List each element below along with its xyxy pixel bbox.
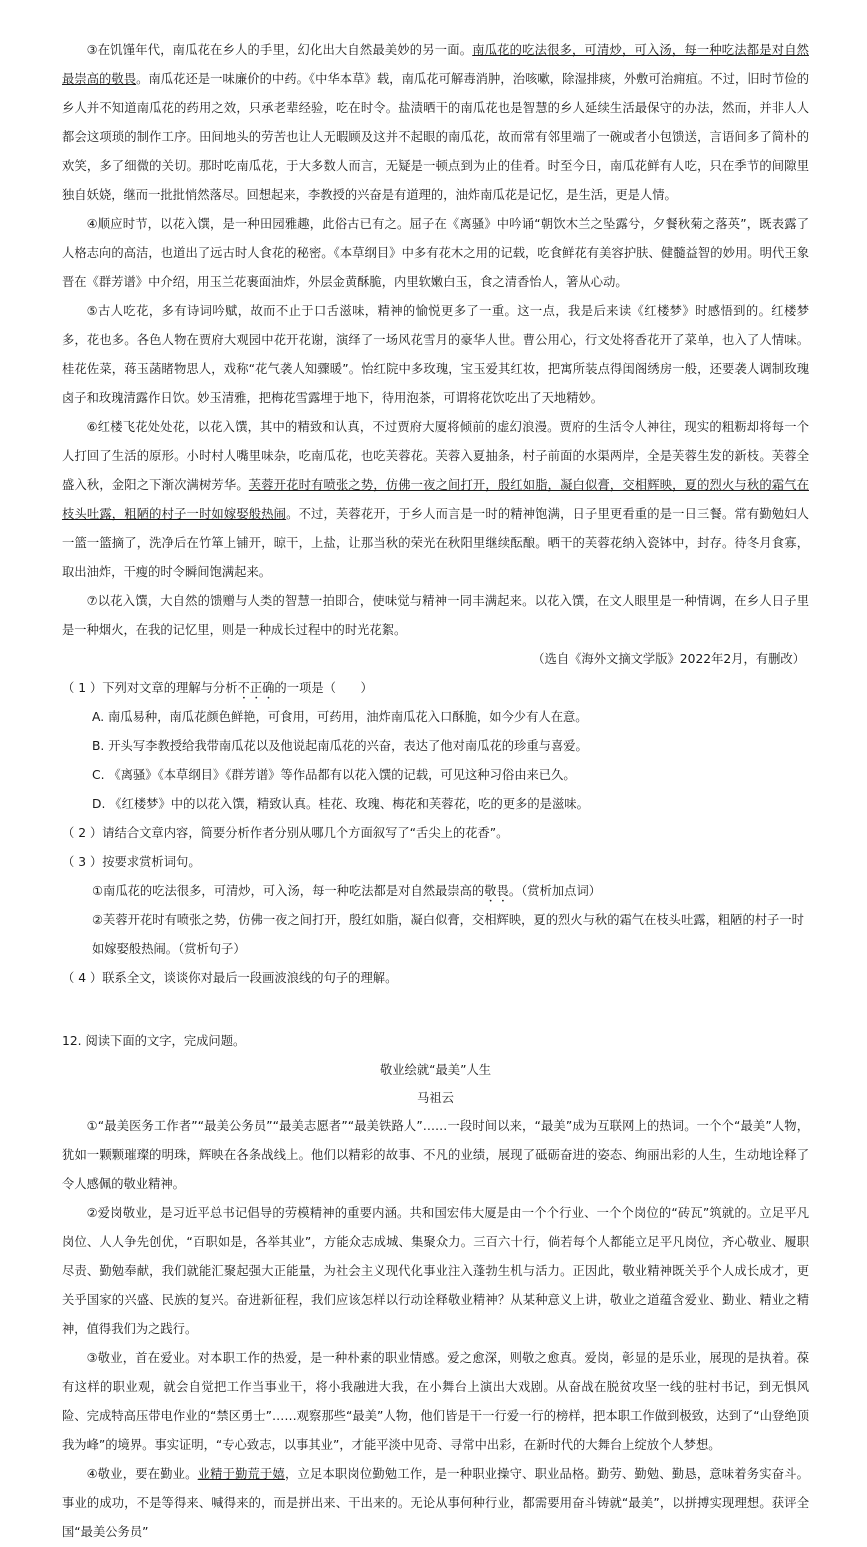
question-1-emphasis: 不正确 [237, 681, 275, 695]
question-3: （ 3 ）按要求赏析词句。 [62, 855, 201, 869]
question-3-item-1-emphasis: 敬畏 [484, 884, 509, 898]
section-12-paragraph-1: ①“最美医务工作者”“最美公务员”“最美志愿者”“最美铁路人”……一段时间以来，“最美”成为互联网上的热词。一个个“最美”人物，犹如一颗颗璀璨的明珠，辉映在各条战线上。他们以精彩的故事、不凡的业绩，展现了砥砺奋进的姿态、绚丽出彩的人生，生动地诠释了令人感佩的敬业精神。 [62, 1119, 809, 1191]
section-12-paragraph-4-text: ④敬业，要在勤业。 [86, 1467, 198, 1481]
article-author: 马祖云 [417, 1091, 454, 1105]
question-1-text: （ 1 ）下列对文章的理解与分析 [62, 681, 238, 695]
source-note: （选自《海外文摘文学版》2022年2月，有删改） [532, 652, 805, 666]
paragraph-7: ⑦以花入馔，大自然的馈赠与人类的智慧一拍即合，使味觉与精神一同丰满起来。以花入馔，在文人眼里是一种情调，在乡人日子里是一种烟火，在我的记忆里，则是一种成长过程中的时光花絮。 [62, 594, 809, 637]
question-2: （ 2 ）请结合文章内容，简要分析作者分别从哪几个方面叙写了“舌尖上的花香”。 [62, 826, 509, 840]
paragraph-3-text: ③在饥馑年代，南瓜花在乡人的手里，幻化出大自然最美妙的另一面。 [86, 43, 473, 57]
question-3-item-1-text: ①南瓜花的吃法很多，可清炒，可入汤，每一种吃法都是对自然最崇高的 [92, 884, 485, 898]
question-1-text-end: 的一项是（ ） [274, 681, 373, 695]
paragraph-3-rest: 。南瓜花还是一味廉价的中药。《中华本草》载，南瓜花可解毒消肿，治咳嗽，除湿排痰，外敷可治痈疽。不过，旧时节俭的乡人并不知道南瓜花的药用之效，只承老辈经验，吃在时令。盐渍晒干的南瓜花也是智慧的乡人延续生活最保守的办法，然而，并非人人都会这项琐的制作工序。田间地头的劳苦也让人无暇顾及这并不起眼的南瓜花，故而常有邻里端了一碗或者小包馈送，言语间多了简朴的欢笑，多了细微的关切。那时吃南瓜花，于大多数人而言，无疑是一顿点到为止的佳肴。时至今日，南瓜花鲜有人吃，只在季节的间隙里独自妖娆，继而一批批悄然落尽。回想起来，李教授的兴奋是有道理的，油炸南瓜花是记忆，是生活，更是人情。 [62, 72, 809, 202]
question-1-stem [62, 674, 809, 703]
section-12-paragraph-4-underlined: 业精于勤荒于嬉 [197, 1467, 285, 1481]
option-d: D. 《红楼梦》中的以花入馔，精致认真。桂花、玫瑰、梅花和芙蓉花，吃的更多的是滋味。 [92, 797, 589, 811]
option-b: B. 开头写李教授给我带南瓜花以及他说起南瓜花的兴奋，表达了他对南瓜花的珍重与喜爱。 [92, 739, 588, 753]
question-3-item-2: ②芙蓉开花时有喷张之势，仿佛一夜之间打开，殷红如脂，凝白似膏，交相辉映，夏的烈火与秋的霜气在枝头吐露，粗陋的村子一时如嫁娶般热闹。（赏析句子） [92, 913, 804, 956]
paragraph-6-rest: 。不过，芙蓉花开，于乡人而言是一时的精神饱满，日子里更看重的是一日三餐。常有勤勉妇人一篮一篮摘了，洗净后在竹箪上铺开，晾干，上盐，让那当秋的荣光在秋阳里继续酝酿。晒干的芙蓉花纳入瓷钵中，封存。待冬月食寡，取出油炸，干瘦的时令瞬间饱满起来。 [62, 507, 809, 579]
paragraph-3 [62, 36, 809, 210]
option-a: A. 南瓜易种，南瓜花颜色鲜艳，可食用，可药用，油炸南瓜花入口酥脆，如今少有人在意。 [92, 710, 588, 724]
section-12-paragraph-3: ③敬业，首在爱业。对本职工作的热爱，是一种朴素的职业情感。爱之愈深，则敬之愈真。爱岗，彰显的是乐业，展现的是执着。葆有这样的职业观，就会自觉把工作当事业干，将小我融进大我，在小舞台上演出大戏剧。从奋战在脱贫攻坚一线的驻村书记，到无惧风险、完成特高压带电作业的“禁区勇士”……观察那些“最美”人物，他们皆是干一行爱一行的榜样，把本职工作做到极致，达到了“山登绝顶我为峰”的境界。事实证明，“专心致志，以事其业”，才能平淡中见奇、寻常中出彩，在新时代的大舞台上绽放个人梦想。 [62, 1351, 809, 1452]
section-12-heading: 12. 阅读下面的文字，完成问题。 [62, 1034, 246, 1048]
section-12-paragraph-4-rest: ，立足本职岗位勤勉工作，是一种职业操守、职业品格。勤劳、勤勉、勤恳，意味着务实奋斗。事业的成功，不是等得来、喊得来的，而是拼出来、干出来的。无论从事何种行业，都需要用奋斗铸就“最美”，以拼搏实现理想。获评全国“最美公务员” [62, 1467, 809, 1539]
question-4: （ 4 ）联系全文，谈谈你对最后一段画波浪线的句子的理解。 [62, 971, 398, 985]
option-c: C. 《离骚》《本草纲目》《群芳谱》等作品都有以花入馔的记载，可见这种习俗由来已久。 [92, 768, 576, 782]
section-12-paragraph-2: ②爱岗敬业，是习近平总书记倡导的劳模精神的重要内涵。共和国宏伟大厦是由一个个行业、一个个岗位的“砖瓦”筑就的。立足平凡岗位、人人争先创优，“百职如是，各举其业”，方能众志成城、集聚众力。三百六十行，倘若每个人都能立足平凡岗位，齐心敬业、履职尽责、勤勉奉献，我们就能汇聚起强大正能量，为社会主义现代化事业注入蓬勃生机与活力。正因此，敬业精神既关乎个人成长成才，更关乎国家的兴盛、民族的复兴。奋进新征程，我们应该怎样以行动诠释敬业精神？从某种意义上讲，敬业之道蕴含爱业、勤业、精业之精神，值得我们为之践行。 [62, 1206, 809, 1336]
paragraph-3-underlined: 南瓜花的吃法很多，可清炒，可入汤，每一种吃法都是对自然最崇高的敬畏 [62, 43, 809, 86]
section-12-paragraph-4 [62, 1460, 809, 1547]
paragraph-6-underlined: 芙蓉开花时有喷张之势，仿佛一夜之间打开，殷红如脂，凝白似膏，交相辉映，夏的烈火与秋的霜气在枝头吐露，粗陋的村子一时如嫁娶般热闹 [62, 478, 809, 521]
paragraph-6-text: ⑥红楼飞花处处花，以花入馔，其中的精致和认真，不过贾府大厦将倾前的虚幻浪漫。贾府的生活令人神往，现实的粗粝却将每一个人打回了生活的原形。小时村人嘴里味杂，吃南瓜花，也吃芙蓉花。芙蓉入夏抽条，村子前面的水渠两岸，全是芙蓉生发的新枝。芙蓉全盛入秋，金阳之下渐次满树芳华。 [62, 420, 809, 492]
paragraph-6 [62, 413, 809, 587]
paragraph-5: ⑤古人吃花，多有诗词吟赋，故而不止于口舌滋味，精神的愉悦更多了一重。这一点，我是后来读《红楼梦》时感悟到的。红楼梦多，花也多。各色人物在贾府大观园中花开花谢，演绎了一场风花雪月的豪华人世。曹公用心，行文处将香花开了菜单，也入了人情味。桂花佐菜，蒋玉菡睹物思人，戏称“花气袭人知骤暖”。怡红院中多玫瑰，宝玉爱其红妆，把寓所装点得闺阁绣房一般，还要袭人调制玫瑰卤子和玫瑰清露作日饮。妙玉清雅，把梅花雪露埋于地下，待用泡茶，可谓将花饮吃出了天地精妙。 [62, 304, 809, 405]
question-3-item-1 [62, 877, 809, 906]
question-3-item-1-end: 。（赏析加点词） [508, 884, 602, 898]
paragraph-4: ④顺应时节，以花入馔，是一种田园雅趣，此俗古已有之。屈子在《离骚》中吟诵“朝饮木兰之坠露兮，夕餐秋菊之落英”，既表露了人格志向的高洁，也道出了远古时人食花的秘密。《本草纲目》中多有花木之用的记载，吃食鲜花有美容护肤、健髓益智的妙用。明代王象晋在《群芳谱》中介绍，用玉兰花裹面油炸，外层金黄酥脆，内里软嫩白玉，食之清香怡人，箸从心动。 [62, 217, 809, 289]
article-title: 敬业绘就“最美”人生 [379, 1063, 492, 1077]
